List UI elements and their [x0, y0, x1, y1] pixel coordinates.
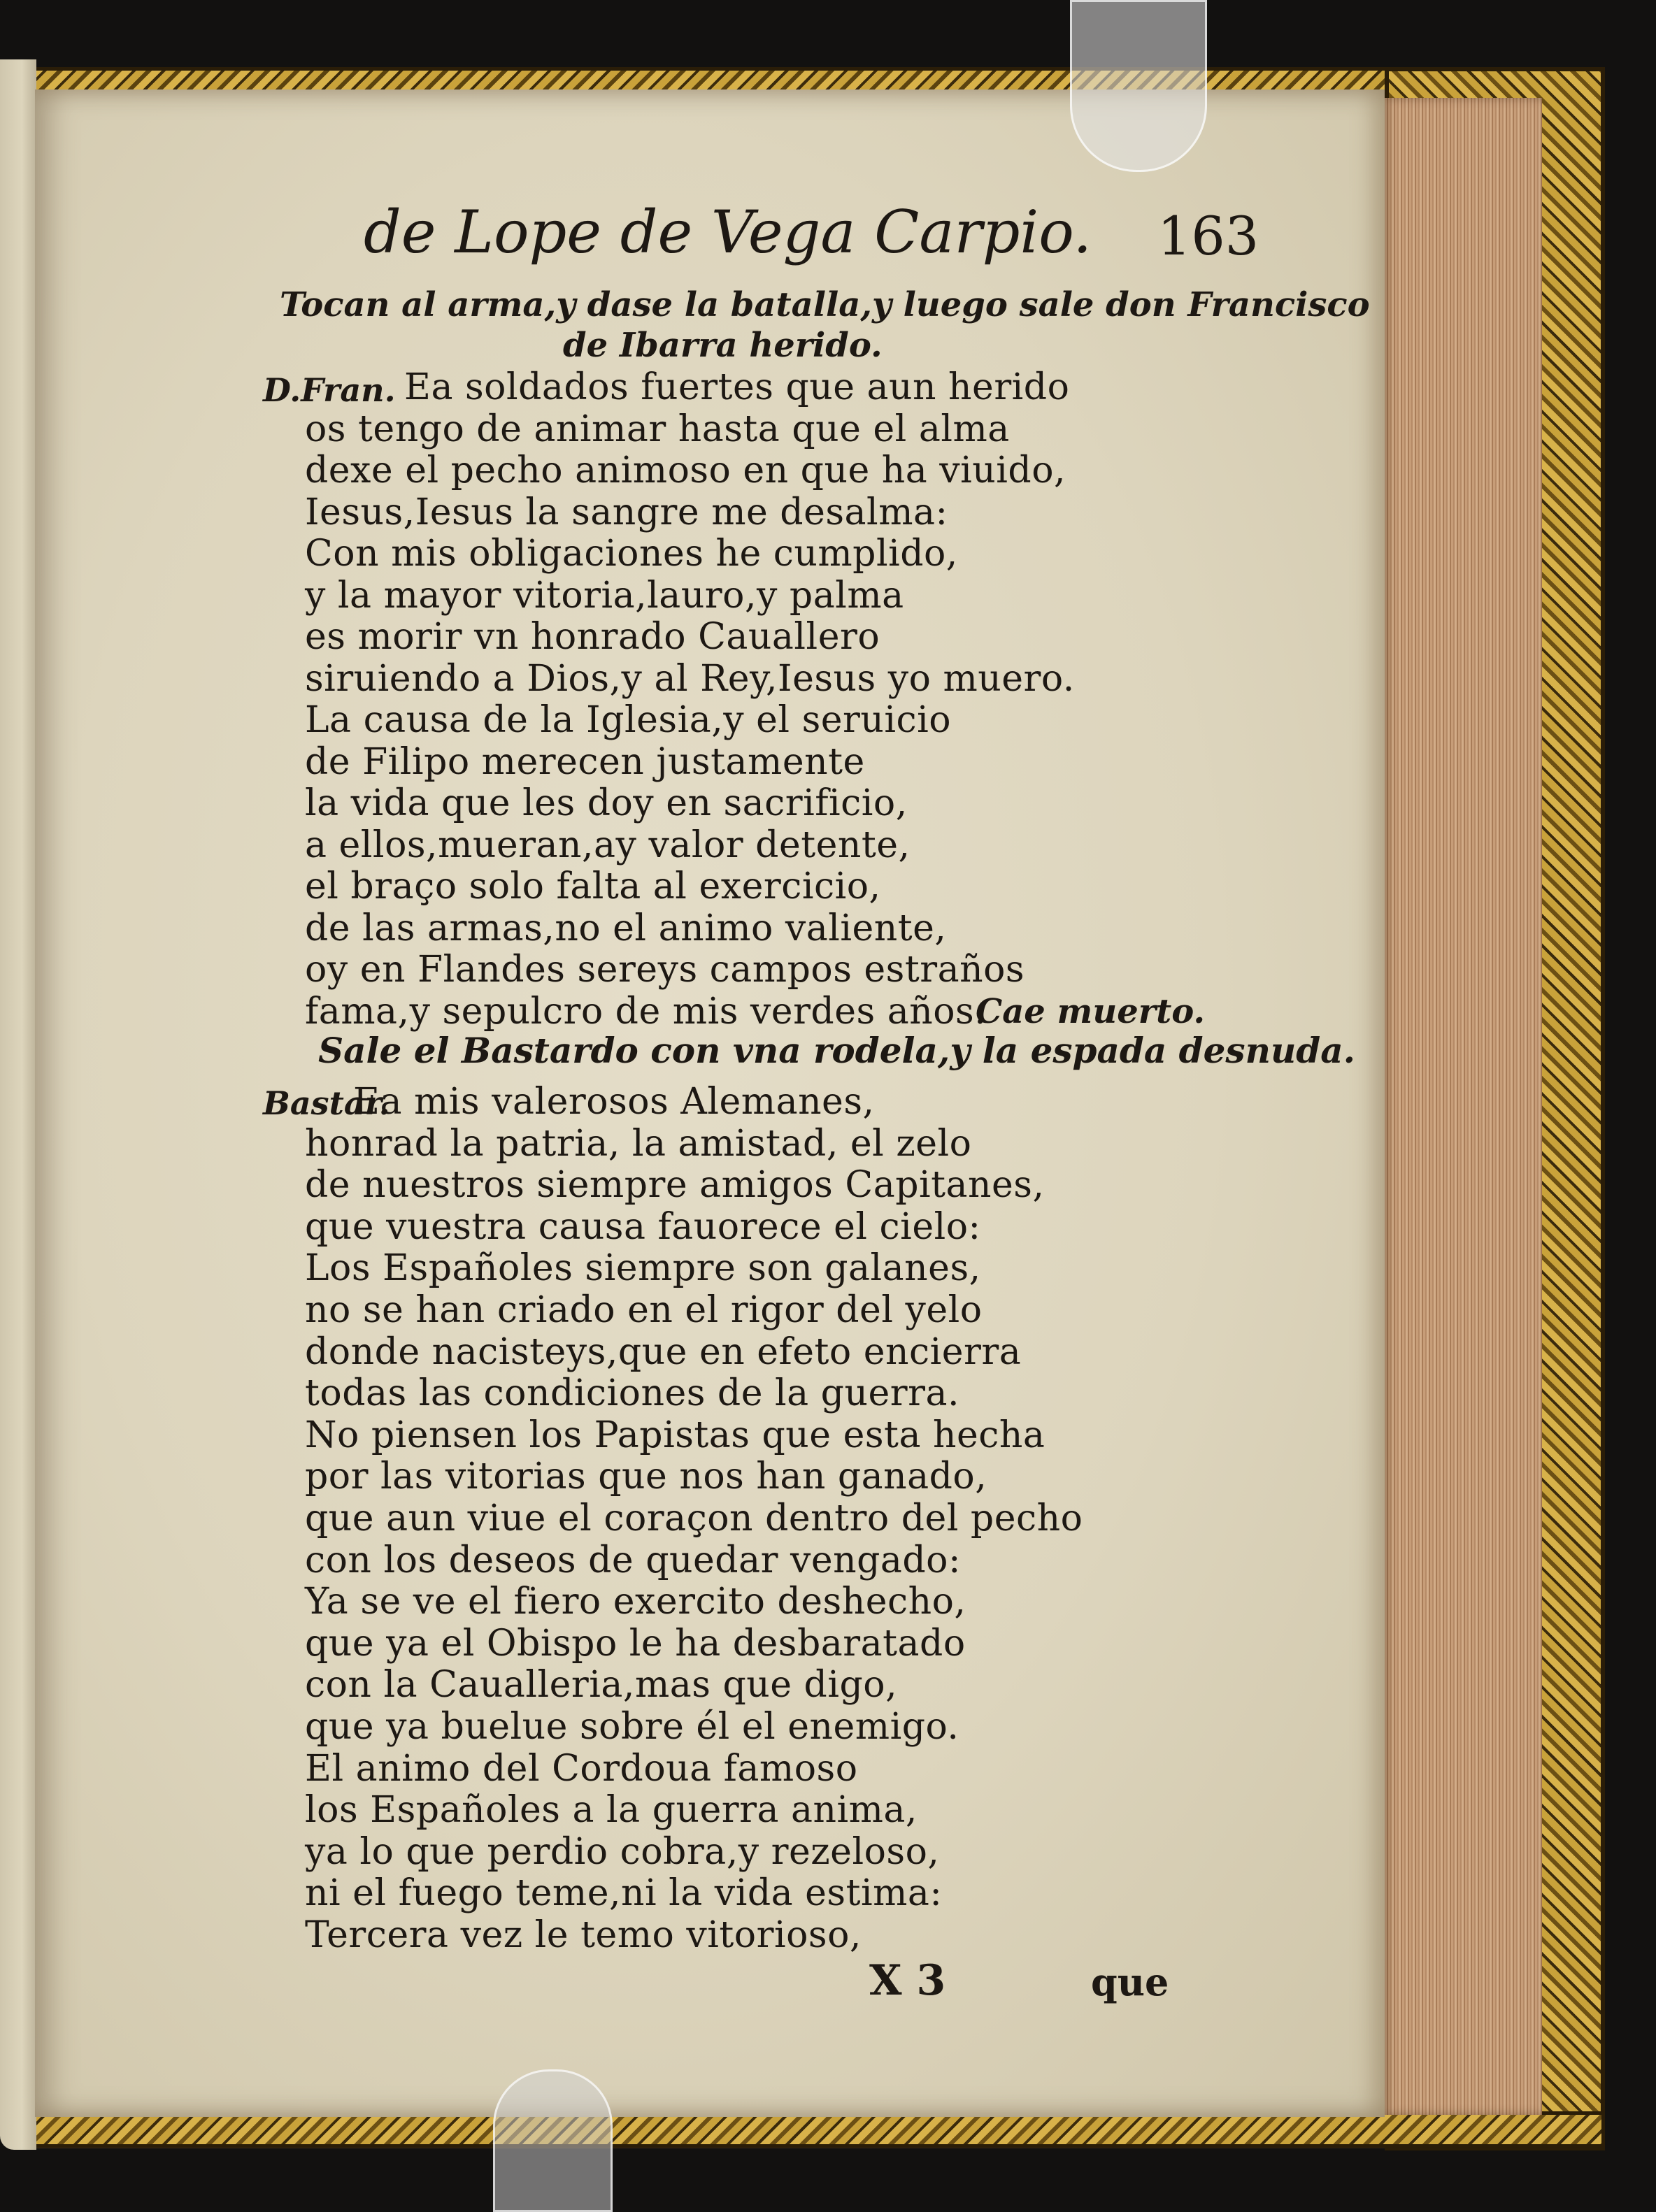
verse-line: es morir vn honrado Cauallero: [305, 616, 880, 658]
page-block-edge: [1381, 98, 1542, 2115]
stage-aside: Cae muerto.: [976, 992, 1206, 1031]
verse-line: los Españoles a la guerra anima,: [305, 1789, 918, 1832]
verse-line: donde nacisteys,que en efeto encierra: [305, 1330, 1022, 1373]
verse-line: no se han criado en el rigor del yelo: [305, 1289, 983, 1331]
verse-line: ya lo que perdio cobra,y rezeloso,: [305, 1830, 940, 1873]
verse-line: Iesus,Iesus la sangre me desalma:: [305, 491, 948, 533]
verse-line: dexe el pecho animoso en que ha viuido,: [305, 450, 1066, 491]
left-page-edge: [0, 59, 36, 2150]
stage-direction: Sale el Bastardo con vna rodela,y la espada desnuda.: [318, 1030, 1356, 1071]
verse-line: ni el fuego teme,ni la vida estima:: [305, 1872, 943, 1915]
verse-line: oy en Flandes sereys campos estraños: [305, 949, 1025, 991]
verse-line: que ya el Obispo le ha desbaratado: [305, 1622, 966, 1665]
verse-line: de Filipo merecen justamente: [305, 740, 865, 783]
verse-line: que vuestra causa fauorece el cielo:: [305, 1205, 981, 1248]
verse-line: con los deseos de quedar vengado:: [305, 1539, 962, 1581]
page-clip-bottom: [493, 2069, 613, 2212]
speaker-label: Bastar.: [263, 1084, 390, 1122]
verse-line: el braço solo falta al exercicio,: [305, 866, 881, 907]
verse-line: Ea mis valerosos Alemanes,: [353, 1081, 875, 1123]
stage-direction: Tocan al arma,y dase la batalla,y luego sale don Francisco: [280, 285, 1370, 324]
verse-line: por las vitorias que nos han ganado,: [305, 1456, 987, 1498]
verse-line: de las armas,no el animo valiente,: [305, 907, 947, 949]
signature-mark: X 3: [869, 1956, 946, 2005]
verse-line: siruiendo a Dios,y al Rey,Iesus yo muero.: [305, 657, 1075, 700]
verse-line: la vida que les doy en sacrificio,: [305, 782, 908, 824]
speaker-label: D.Fran.: [263, 371, 396, 409]
verse-line: Con mis obligaciones he cumplido,: [305, 533, 958, 575]
verse-line: que aun viue el coraçon dentro del pecho: [305, 1498, 1083, 1539]
verse-line: todas las condiciones de la guerra.: [305, 1372, 959, 1415]
verse-line: y la mayor vitoria,lauro,y palma: [305, 574, 904, 617]
verse-line: Ea soldados fuertes que aun herido: [404, 366, 1070, 408]
verse-line: os tengo de animar hasta que el alma: [305, 408, 1010, 450]
verse-line: Tercera vez le temo vitorioso,: [305, 1914, 862, 1956]
verse-line: Los Españoles siempre son galanes,: [305, 1247, 981, 1290]
verse-line: honrad la patria, la amistad, el zelo: [305, 1122, 972, 1165]
folio-number: 163: [1157, 205, 1259, 267]
verse-line: a ellos,mueran,ay valor detente,: [305, 824, 911, 866]
verse-line: con la Caualleria,mas que digo,: [305, 1664, 898, 1707]
page-clip-top: [1070, 0, 1207, 172]
running-head: de Lope de Vega Carpio.: [364, 198, 1092, 266]
verse-line: que ya buelue sobre él el enemigo.: [305, 1706, 959, 1748]
verse-line: La causa de la Iglesia,y el seruicio: [305, 699, 952, 741]
verse-line: fama,y sepulcro de mis verdes años.: [305, 990, 987, 1033]
verse-line: Ya se ve el fiero exercito deshecho,: [305, 1581, 966, 1623]
verse-line: El animo del Cordoua famoso: [305, 1747, 858, 1790]
verse-line: de nuestros siempre amigos Capitanes,: [305, 1164, 1045, 1207]
verse-line: No piensen los Papistas que esta hecha: [305, 1414, 1045, 1456]
catchword: que: [1091, 1960, 1169, 2004]
stage-direction: de Ibarra herido.: [563, 326, 883, 365]
